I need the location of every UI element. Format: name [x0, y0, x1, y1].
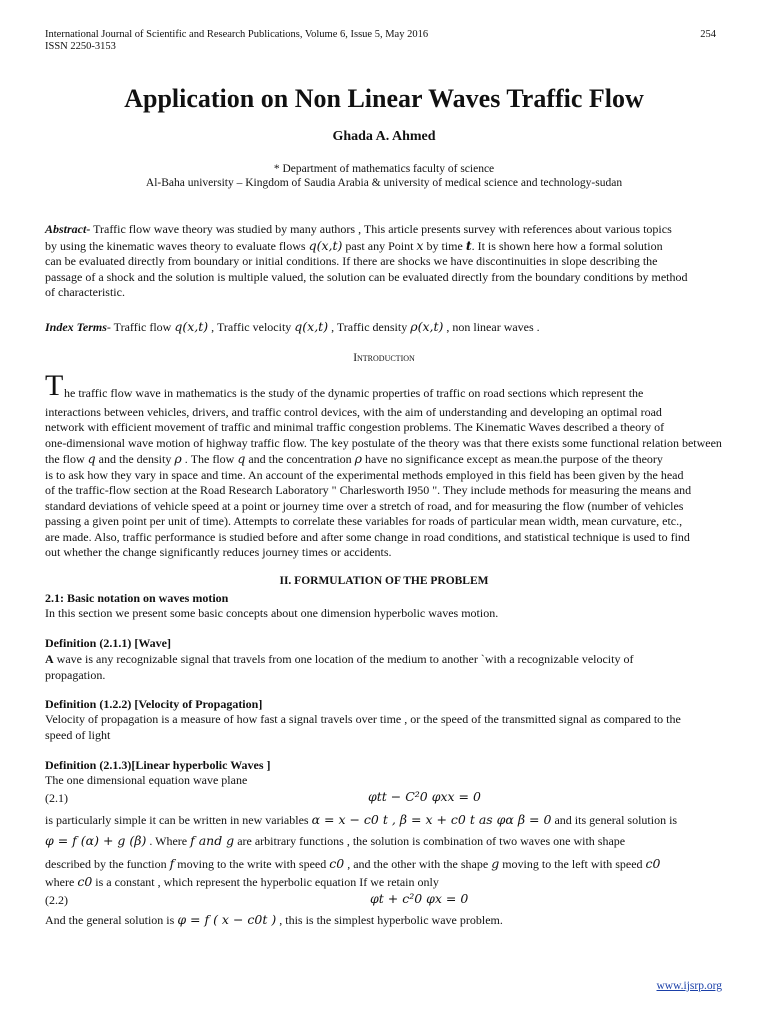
definition-wave-text	[45, 652, 723, 683]
intro-text: and the concentration	[245, 452, 355, 466]
math-rho: ρ	[174, 451, 182, 466]
math-flow: q(x,t)	[308, 237, 343, 253]
definition-hyperbolic-title: Definition (2.1.3)[Linear hyperbolic Waves ]	[45, 758, 271, 772]
intro-line1: he traffic flow wave in mathematics is the study of the dynamic properties of traffic on road sections which represent the	[64, 386, 644, 400]
intro-line5	[45, 451, 723, 468]
body-text: and its general solution is	[551, 813, 678, 827]
intro-line4: one-dimensional wave motion of highway traffic flow. The key postulate of the theory was that there exists some functional relation between	[45, 435, 722, 450]
math-q: q	[237, 451, 246, 466]
footer-link[interactable]: www.ijsrp.org	[656, 980, 722, 992]
body-text: is particularly simple it can be written in new variables	[45, 813, 312, 827]
definition-wave-title: Definition (2.1.1) [Wave]	[45, 636, 171, 650]
body-text: , and the other with the shape	[344, 857, 492, 871]
equation-2-1: φtt − C²0 φxx = 0	[368, 789, 481, 804]
body-text: And the general solution is	[45, 913, 178, 927]
body-text: where	[45, 875, 78, 889]
math-q: q	[87, 451, 96, 466]
body-text: moving to the left with speed	[499, 857, 646, 871]
affiliation-line1: * Department of mathematics faculty of science	[273, 163, 495, 175]
abstract-line4: passage of a shock and the solution is multiple valued, the solution can be evaluated directly from the boundary conditions by method	[45, 269, 688, 284]
affiliation-line2: Al-Baha university – Kingdom of Saudia Arabia & university of medical science and technology-sudan	[145, 177, 623, 189]
def-text: wave is any recognizable signal that travels from one location of the medium to another `with a recognizable velocity of	[53, 652, 634, 666]
def-initial: A	[45, 652, 54, 666]
journal-header: International Journal of Scientific and Research Publications, Volume 6, Issue 5, May 2016	[45, 29, 429, 40]
abstract-text: past any Point	[342, 238, 417, 253]
math-rho: ρ	[354, 451, 363, 466]
abstract-text: . It is shown here how a formal solution	[471, 238, 663, 253]
abstract-line2	[45, 238, 723, 255]
abstract-text: by using the kinematic waves theory to evaluate flows	[45, 238, 309, 253]
abstract-line1	[45, 222, 723, 238]
intro-line9: passing a given point per unit of time). Attempts to correlate these variables for roads of particular mean width, mean curvature, etc.,	[45, 514, 683, 528]
hyperbolic-line-e	[45, 912, 723, 929]
intro-text: . The flow	[181, 452, 238, 466]
hyperbolic-line-c	[45, 856, 723, 873]
body-text: , this is the simplest hyperbolic wave problem.	[276, 913, 503, 927]
intro-line10: are made. Also, traffic performance is studied before and after some change in road conditions, and statistical technique is used to find	[45, 529, 690, 544]
paper-title: Application on Non Linear Waves Traffic Flow	[124, 84, 644, 113]
math-velocity: q(x,t)	[294, 319, 329, 334]
page-number: 254	[700, 29, 716, 40]
math-f: f	[169, 856, 175, 871]
math-c0: c0	[77, 874, 93, 889]
drop-cap: T	[45, 369, 64, 402]
intro-line3: network with efficient movement of traffic and minimal traffic congestion problems. The Kinematic Waves described a theory of	[45, 420, 665, 434]
subsection-heading: 2.1: Basic notation on waves motion	[45, 591, 229, 605]
hyperbolic-line-d	[45, 874, 723, 891]
introduction-heading-text: Introduction	[353, 352, 415, 364]
hyperbolic-line-b	[45, 833, 723, 850]
intro-text: and the density	[95, 452, 175, 466]
equation-2-1-label: (2.1)	[45, 791, 68, 805]
issn: ISSN 2250-3153	[45, 41, 116, 52]
abstract-line3: can be evaluated directly from boundary or initial conditions. If there are shocks we have discontinuities in slope describing the	[45, 254, 658, 268]
index-terms-text: - Traffic flow	[106, 320, 175, 334]
body-text: . Where	[146, 834, 191, 848]
definition-velocity-title: Definition (1.2.2) [Velocity of Propagation]	[45, 697, 263, 711]
hyperbolic-line-a	[45, 812, 723, 829]
math-c0: c0	[329, 856, 345, 871]
index-terms-text: , Traffic velocity	[208, 320, 295, 334]
def-text: Velocity of propagation is a measure of how fast a signal travels over time , or the speed of the transmitted signal as compared to the	[45, 712, 681, 726]
equation-2-2-label: (2.2)	[45, 893, 68, 907]
abstract-text: by time	[423, 238, 466, 253]
body-text: moving to the write with speed	[174, 857, 330, 871]
introduction-body	[45, 386, 723, 561]
intro-text: have no significance except as mean.the purpose of the theory	[362, 452, 663, 466]
subsection-text: In this section we present some basic concepts about one dimension hyperbolic waves motion.	[45, 606, 499, 620]
abstract	[45, 222, 723, 301]
math-simple-solution: φ = f ( x − c0t )	[177, 912, 277, 927]
body-text: is a constant , which represent the hyperbolic equation If we retain only	[92, 875, 439, 889]
math-x: x	[416, 237, 424, 253]
definition-hyperbolic-intro: The one dimensional equation wave plane	[45, 773, 248, 787]
intro-text: the flow	[45, 452, 88, 466]
section-heading: II. FORMULATION OF THE PROBLEM	[279, 575, 489, 587]
index-terms	[45, 319, 723, 336]
math-functions: f and g	[190, 833, 235, 848]
abstract-line5: of characteristic.	[45, 285, 125, 299]
math-g: g	[491, 856, 500, 871]
definition-velocity-text	[45, 712, 723, 743]
intro-line2: interactions between vehicles, drivers, and traffic control devices, with the aim of understanding and developing an optimal road	[45, 404, 662, 419]
equation-2-2: φt + c²0 φx = 0	[370, 891, 469, 906]
def-text: speed of light	[45, 727, 111, 742]
abstract-text: Traffic flow wave theory was studied by many authors , This article presents survey with references about various topics	[90, 222, 672, 236]
index-terms-text: , non linear waves .	[443, 320, 540, 334]
body-text: described by the function	[45, 857, 170, 871]
intro-line8: standard deviations of vehicle speed at a point or journey time over a stretch of road, and for measuring the flow (number of vehicles	[45, 498, 684, 513]
author-name: Ghada A. Ahmed	[332, 129, 436, 144]
math-t: t	[465, 237, 472, 253]
math-variables: α = x − c0 t , β = x + c0 t as φα β = 0	[311, 812, 552, 827]
abstract-label: Abstract-	[45, 222, 91, 236]
math-density: ρ(x,t)	[410, 319, 444, 334]
index-terms-text: , Traffic density	[328, 320, 411, 334]
def-text: propagation.	[45, 667, 106, 682]
intro-line11: out whether the change significantly reduces journey times or accidents.	[45, 545, 392, 559]
math-flow: q(x,t)	[174, 319, 209, 334]
index-terms-label: Index Terms	[45, 320, 107, 334]
intro-line7: of the traffic-flow section at the Road Research Laboratory " Charlesworth I950 ". They include methods for measuring the means and	[45, 483, 692, 497]
math-general-solution: φ = f (α) + g (β)	[45, 833, 147, 848]
introduction-heading	[0, 352, 768, 364]
body-text: are arbitrary functions , the solution is combination of two waves one with shape	[234, 834, 626, 848]
math-c0: c0	[645, 856, 661, 871]
intro-line6: is to ask how they vary in space and time. An account of the experimental methods employed in this field has been given by the head	[45, 467, 684, 482]
